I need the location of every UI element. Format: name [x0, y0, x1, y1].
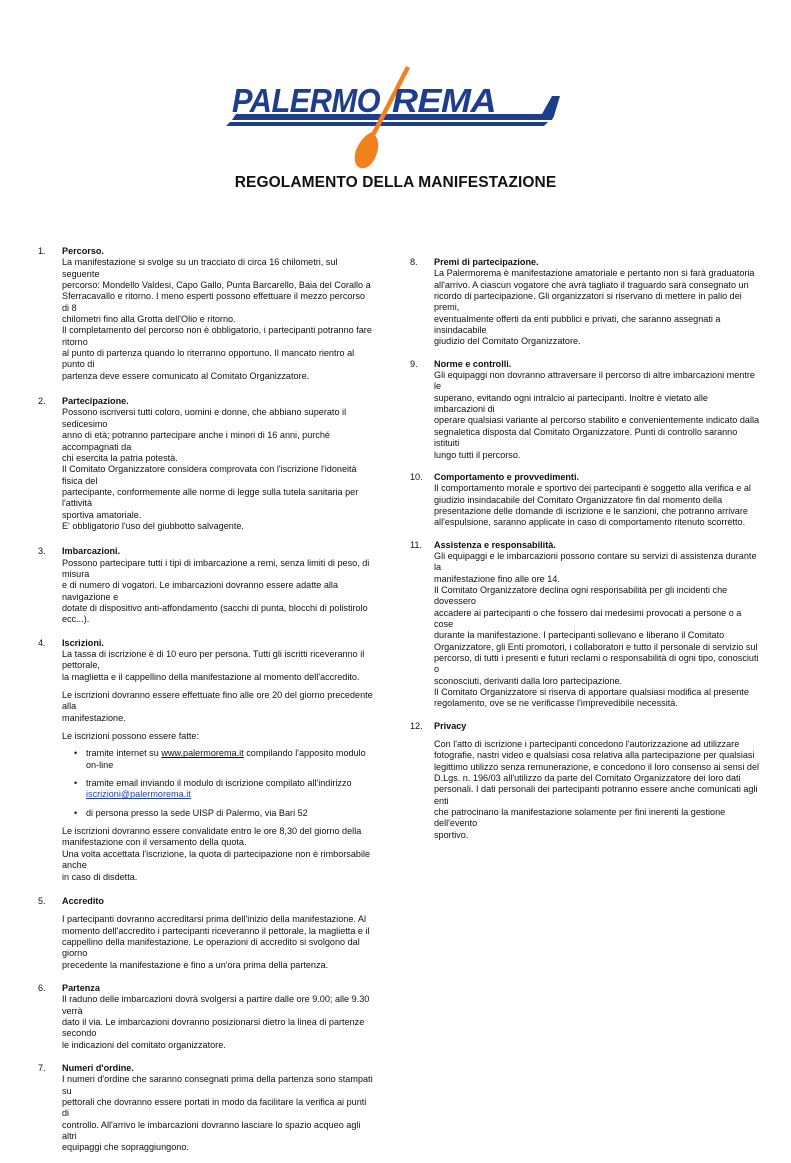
section-heading: Iscrizioni.	[62, 637, 104, 648]
section-number: 3.	[38, 546, 46, 557]
section-iscrizioni	[38, 638, 373, 883]
section-number: 8.	[410, 257, 418, 267]
bullet-icon: •	[74, 778, 78, 789]
paragraph: La tassa di iscrizione è di 10 euro per persona. Tutti gli iscritti riceveranno il pettorale, la maglietta e il cappellino della manifestazione al momento dell'accredito.	[62, 649, 365, 682]
section-comportamento	[410, 472, 760, 529]
paragraph: Le iscrizioni dovranno essere effettuate fino alle ore 20 del giorno precedente alla manifestazione.	[62, 690, 373, 723]
paragraph: Gli equipaggi non dovranno attraversare il percorso di altre imbarcazioni mentre le superano, evitando ogni intralcio ai partecipanti. Inoltre è vietato alle imbarcazioni di operare qualsiasi variante al percorso stabilito e convenientemente indicato dalla segnaletica disposta dal Comitato Organizzatore. Punti di controllo saranno istituiti lungo tutti il percorso.	[434, 370, 760, 460]
paragraph: Il Comitato Organizzatore si riserva di apportare qualsiasi modifica al presente regolamento, ove se ne verificasse l'imprevedibile necessità.	[434, 687, 749, 709]
section-number: 11.	[410, 539, 422, 550]
section-partenza	[38, 983, 373, 1051]
section-number: 6.	[38, 982, 46, 993]
paragraph: Il Comitato Organizzatore declina ogni responsabilità per gli incidenti che dovessero accadere ai partecipanti o che fossero dai medesimi provocati a persone o a cose durante la manifestazione. I partecipanti sollevano e liberano il Comitato Organizzatore, gli Enti promotori, i collaboratori e tutto il personale di servizio sul percorso, di tutti i presenti e futuri reclami o responsabilità di ogni tipo, conosciuti o sconosciuti, derivanti dalla loro partecipazione.	[434, 584, 759, 686]
section-heading: Accredito	[62, 895, 104, 906]
paragraph: I numeri d'ordine che saranno consegnati prima della partenza sono stampati su pettorali che dovranno essere portati in modo da facilitare la verifica ai punti di controllo. All'arrivo le imbarcazioni dovranno lasciare lo spazio acqueo agli altri equipaggi che sopraggiungono.	[62, 1074, 373, 1153]
section-heading: Partecipazione.	[62, 396, 129, 407]
section-premi	[410, 257, 760, 348]
section-heading: Numeri d'ordine.	[62, 1062, 134, 1073]
page-title: REGOLAMENTO DELLA MANIFESTAZIONE	[234, 174, 557, 191]
section-number: 4.	[38, 637, 46, 648]
section-accredito	[38, 896, 373, 971]
section-heading: Assistenza e responsabilità.	[434, 539, 556, 550]
list-item-text: compilando l'apposito modulo on-line	[86, 748, 366, 770]
section-heading: Imbarcazioni.	[62, 546, 121, 557]
paragraph: Gli equipaggi e le imbarcazioni possono contare su servizi di assistenza durante la manifestazione fino alle ore 14.	[434, 550, 757, 584]
section-numeri-ordine	[38, 1063, 373, 1154]
section-percorso	[38, 246, 373, 382]
section-heading: Norme e controlli.	[434, 358, 512, 369]
paragraph: Possono iscriversi tutti coloro, uomini e donne, che abbiano superato il sedicesimo anno di età; potranno partecipare anche i minori di 16 anni, purché accompagnati da chi esercita la patria potestà.	[62, 407, 347, 463]
email-link[interactable]: iscrizioni@palermorema.it	[86, 789, 191, 800]
paragraph: E' obbligatorio l'uso del giubbotto salvagente.	[62, 520, 244, 531]
list-item-text: tramite internet su	[86, 748, 162, 759]
paragraph: Le iscrizioni possono essere fatte:	[62, 731, 199, 742]
section-number: 9.	[410, 358, 418, 369]
section-privacy	[410, 721, 760, 841]
right-column	[410, 257, 760, 850]
list-item	[62, 748, 373, 771]
section-number: 1.	[38, 246, 46, 256]
section-assistenza	[410, 540, 760, 710]
section-norme	[410, 359, 760, 461]
paragraph: Con l'atto di iscrizione i partecipanti concedono l'autorizzazione ad utilizzare fotografie, nastri video e qualsiasi cosa relativa alla partecipazione per qualsiasi legittimo utilizzo senza remunerazione, e concedono il loro consenso ai sensi del D.Lgs. n. 196/03 all'utilizzo da parte del Comitato Organizzatore dei loro dati personali. I dati personali dei partecipanti potranno essere anche comunicati agli enti che patrocinano la manifestazione solamente per fini inerenti la gestione dell'evento sportivo.	[434, 739, 760, 840]
section-heading: Percorso.	[62, 246, 104, 256]
paragraph: Il comportamento morale e sportivo dei partecipanti è soggetto alla verifica e al giudizio insindacabile del Comitato Organizzatore fin dal momento della presentazione delle domande di iscrizione e le sanzioni, che potranno arrivare all'espulsione, saranno applicate in caso di comportamento ritenuto scorretto.	[434, 483, 751, 528]
paragraph: Il raduno delle imbarcazioni dovrà svolgersi a partire dalle ore 9.00; alle 9.30 verrà dato il via. Le imbarcazioni dovranno posizionarsi dietro la linea di partenze secondo le indicazioni del comitato organizzatore.	[62, 994, 370, 1050]
section-heading: Partenza	[62, 982, 100, 993]
section-partecipazione	[38, 396, 373, 532]
paragraph: Il completamento del percorso non è obbligatorio, i partecipanti potranno fare ritorno al punto di partenza quando lo riterranno opportuno. Il mancato rientro al punto di partenza deve essere comunicato al Comitato Organizzatore.	[62, 325, 372, 381]
section-heading: Comportamento e provvedimenti.	[434, 471, 580, 482]
paragraph: Il Comitato Organizzatore considera comprovata con l'iscrizione l'idoneità fisica del partecipante, conformemente alle norme di legge sulla tutela sanitaria per l'attività sportiva amatoriale.	[62, 464, 359, 520]
logo-text-right: REMA	[392, 82, 496, 119]
registration-methods-list	[62, 748, 373, 819]
section-number: 5.	[38, 895, 46, 906]
paragraph: La manifestazione si svolge su un tracciato di circa 16 chilometri, sul seguente percorso: Mondello Valdesi, Capo Gallo, Punta Barcarello, Baia del Corallo a Sferracavallo e ritorno. I meno esperti possono effettuare il mezzo percorso di 8 chilometri fino alla Grotta dell'Olio e ritorno.	[62, 257, 371, 325]
palermorema-logo	[226, 66, 562, 170]
section-number: 7.	[38, 1062, 46, 1073]
paragraph: La Palermorema è manifestazione amatoriale e pertanto non si farà graduatoria all'arrivo. A ciascun vogatore che avrà tagliato il traguardo sarà consegnato un ricordo di partecipazione. Gli organizzatori si riservano di mettere in palio dei premi, eventualmente offerti da enti pubblici e privati, che saranno assegnati a insindacabile giudizio del Comitato Organizzatore.	[434, 268, 755, 347]
left-column	[38, 246, 373, 1163]
bullet-icon: •	[74, 807, 78, 818]
section-number: 12.	[410, 720, 423, 731]
list-item	[62, 778, 373, 801]
paragraph: I partecipanti dovranno accreditarsi prima dell'inizio della manifestazione. Al momento dell'accredito i partecipanti riceveranno il pettorale, la maglietta e il cappellino della manifestazione. Le operazioni di accredito si svolgono dal giorno precedente la manifestazione e fino a un'ora prima della partenza.	[62, 914, 370, 970]
list-item-text: tramite email inviando il modulo di iscrizione compilato all'indirizzo	[86, 778, 352, 789]
list-item-text: di persona presso la sede UISP di Palermo, via Bari 52	[86, 807, 308, 818]
paragraph: Le iscrizioni dovranno essere convalidate entro le ore 8,30 del giorno della manifestazione con il versamento della quota. Una volta accettata l'iscrizione, la quota di partecipazione non è rimborsabile anche in caso di disdetta.	[62, 826, 371, 882]
list-item	[62, 808, 373, 819]
paragraph: Possono partecipare tutti i tipi di imbarcazione a remi, senza limiti di peso, di misura e di numero di vogatori. Le imbarcazioni dovranno essere adatte alla navigazione e dotate di dispositivo anti-affondamento (sacchi di punta, blocchi di polistirolo ecc...).	[62, 557, 370, 625]
section-heading: Privacy	[434, 720, 467, 731]
website-link[interactable]: www.palermorema.it	[161, 748, 244, 759]
section-number: 10.	[410, 471, 423, 482]
section-heading: Premi di partecipazione.	[434, 257, 539, 267]
section-imbarcazioni	[38, 546, 373, 625]
bullet-icon: •	[74, 748, 78, 759]
logo-text-left: PALERMO	[232, 82, 381, 119]
section-number: 2.	[38, 396, 46, 407]
